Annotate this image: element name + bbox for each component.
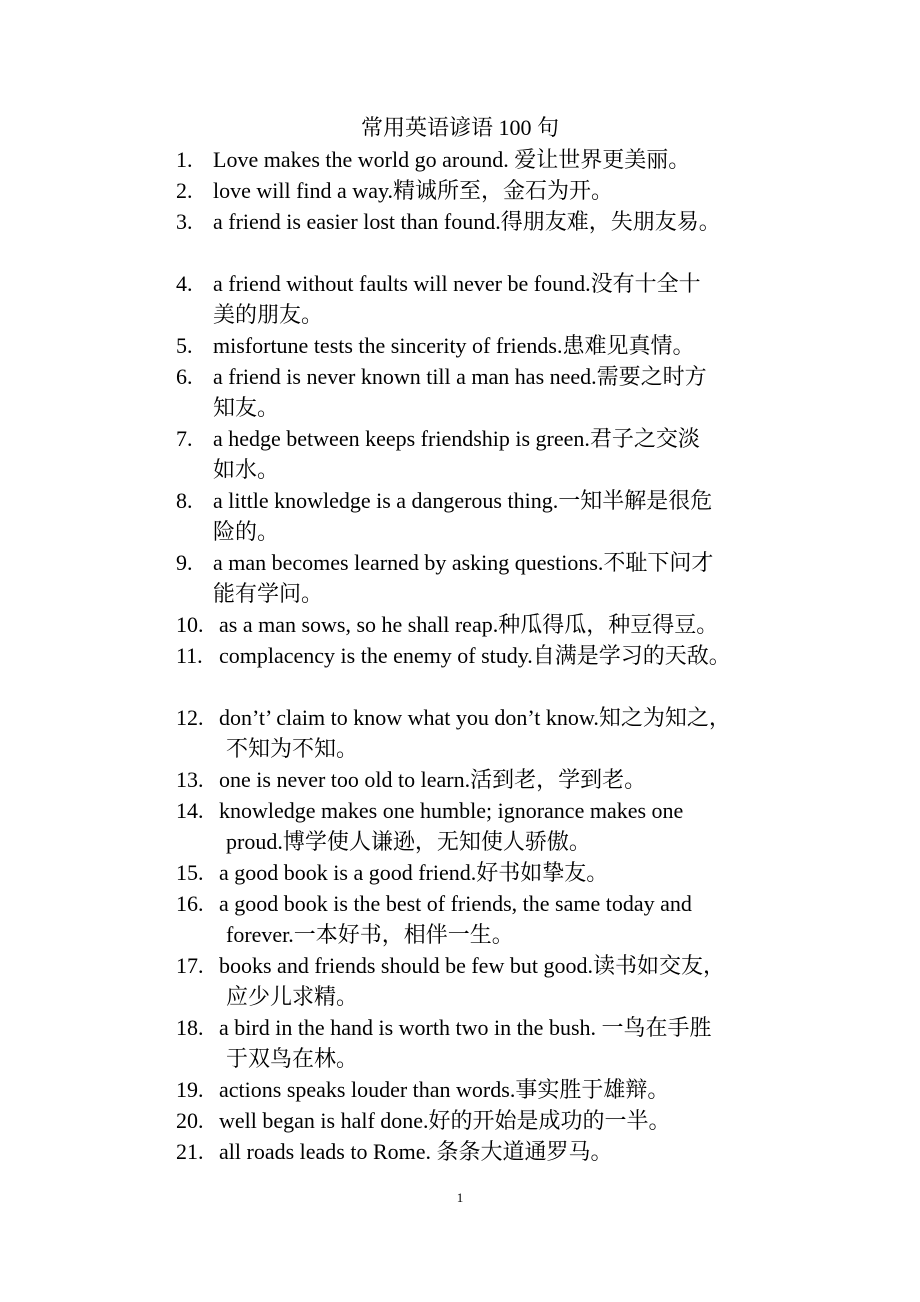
list-item	[0, 795, 920, 857]
item-text: as a man sows, so he shall reap.种瓜得瓜，种豆得豆。	[219, 612, 719, 637]
list-item	[0, 206, 920, 237]
list-item	[0, 268, 920, 330]
list-item	[0, 175, 920, 206]
list-item	[0, 361, 920, 423]
list-item	[0, 1074, 920, 1105]
list-item	[0, 888, 920, 950]
item-text: love will find a way.精诚所至，金石为开。	[213, 178, 614, 203]
proverb-list	[0, 144, 920, 1167]
item-text: one is never too old to learn.活到老，学到老。	[219, 767, 647, 792]
list-item	[0, 547, 920, 609]
item-text-continuation: 不知为不知。	[226, 736, 359, 761]
item-number: 6.	[176, 364, 193, 389]
item-text: a bird in the hand is worth two in the bush. 一鸟在手胜	[219, 1015, 712, 1040]
item-text: Love makes the world go around. 爱让世界更美丽。	[213, 147, 691, 172]
item-number: 21.	[176, 1139, 204, 1164]
item-text: misfortune tests the sincerity of friends.患难见真情。	[213, 333, 695, 358]
list-item	[0, 640, 920, 671]
item-text-continuation: 知友。	[213, 395, 280, 420]
list-item	[0, 1105, 920, 1136]
page-number: 1	[456, 1190, 464, 1205]
list-item	[0, 950, 920, 1012]
document-title: 常用英语谚语 100 句	[360, 115, 559, 140]
item-number: 5.	[176, 333, 193, 358]
item-number: 1.	[176, 147, 193, 172]
item-number: 3.	[176, 209, 193, 234]
item-text-continuation: 能有学问。	[213, 581, 324, 606]
item-text: books and friends should be few but good.读书如交友，	[219, 953, 725, 978]
list-item	[0, 609, 920, 640]
item-number: 12.	[176, 705, 204, 730]
item-text-continuation: forever.一本好书，相伴一生。	[226, 922, 514, 947]
item-number: 13.	[176, 767, 204, 792]
list-item	[0, 144, 920, 175]
item-number: 14.	[176, 798, 204, 823]
item-number: 20.	[176, 1108, 204, 1133]
item-number: 4.	[176, 271, 193, 296]
item-text: complacency is the enemy of study.自满是学习的天敌。	[219, 643, 731, 668]
item-text: well began is half done.好的开始是成功的一半。	[219, 1108, 671, 1133]
item-number: 9.	[176, 550, 193, 575]
item-number: 8.	[176, 488, 193, 513]
item-number: 17.	[176, 953, 204, 978]
list-item	[0, 330, 920, 361]
item-text: knowledge makes one humble; ignorance makes one	[219, 798, 684, 823]
item-text: a hedge between keeps friendship is green.君子之交淡	[213, 426, 700, 451]
item-text-continuation: 应少儿求精。	[226, 984, 359, 1009]
item-text: all roads leads to Rome. 条条大道通罗马。	[219, 1139, 613, 1164]
item-number: 2.	[176, 178, 193, 203]
item-text: a good book is the best of friends, the same today and	[219, 891, 692, 916]
item-number: 16.	[176, 891, 204, 916]
list-item	[0, 764, 920, 795]
item-text: don’t’ claim to know what you don’t know.知之为知之，	[219, 705, 731, 730]
item-text: a friend is never known till a man has need.需要之时方	[213, 364, 707, 389]
list-item	[0, 1012, 920, 1074]
item-number: 19.	[176, 1077, 204, 1102]
item-number: 11.	[176, 643, 203, 668]
list-item	[0, 423, 920, 485]
item-text: a man becomes learned by asking questions.不耻下问才	[213, 550, 714, 575]
item-text: a friend is easier lost than found.得朋友难，失朋友易。	[213, 209, 721, 234]
list-item	[0, 1136, 920, 1167]
item-text: a good book is a good friend.好书如挚友。	[219, 860, 609, 885]
item-number: 18.	[176, 1015, 204, 1040]
item-number: 10.	[176, 612, 204, 637]
list-item	[0, 702, 920, 764]
list-item	[0, 857, 920, 888]
item-number: 7.	[176, 426, 193, 451]
item-text-continuation: proud.博学使人谦逊，无知使人骄傲。	[226, 829, 591, 854]
item-text-continuation: 于双鸟在林。	[226, 1046, 359, 1071]
item-text-continuation: 险的。	[213, 519, 280, 544]
item-text: a little knowledge is a dangerous thing.一知半解是很危	[213, 488, 713, 513]
item-text-continuation: 美的朋友。	[213, 302, 324, 327]
item-number: 15.	[176, 860, 204, 885]
item-text: actions speaks louder than words.事实胜于雄辩。	[219, 1077, 670, 1102]
item-text: a friend without faults will never be found.没有十全十	[213, 271, 701, 296]
item-text-continuation: 如水。	[213, 457, 280, 482]
list-item	[0, 485, 920, 547]
